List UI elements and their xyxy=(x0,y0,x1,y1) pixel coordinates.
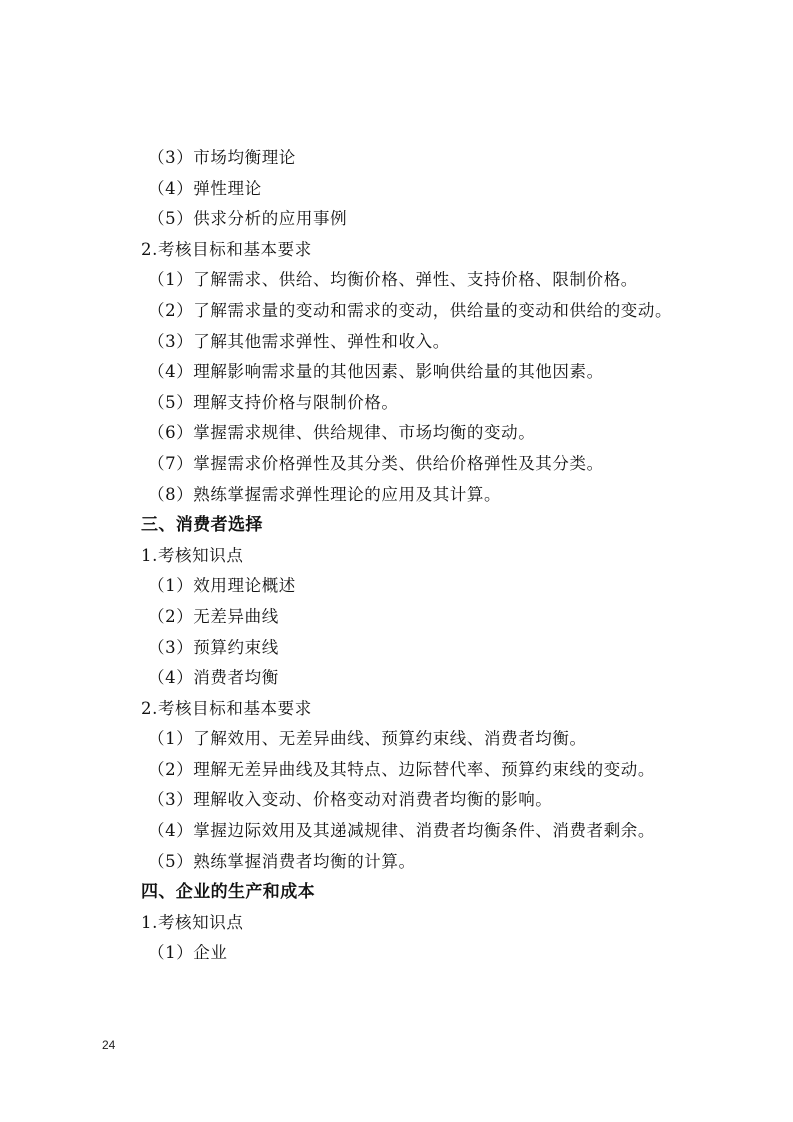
list-item: （3）预算约束线 xyxy=(148,637,279,657)
list-item: （7）掌握需求价格弹性及其分类、供给价格弹性及其分类。 xyxy=(148,453,604,473)
list-item: （1）了解效用、无差异曲线、预算约束线、消费者均衡。 xyxy=(148,729,587,749)
list-item: （2）理解无差异曲线及其特点、边际替代率、预算约束线的变动。 xyxy=(148,759,655,779)
list-item: （1）企业 xyxy=(148,943,228,963)
list-item: （5）理解支持价格与限制价格。 xyxy=(148,392,399,412)
list-item: （2）无差异曲线 xyxy=(148,606,279,626)
section-heading: 三、消费者选择 xyxy=(141,515,263,536)
list-item: （1）效用理论概述 xyxy=(148,576,296,596)
list-item: （4）理解影响需求量的其他因素、影响供给量的其他因素。 xyxy=(148,362,604,382)
list-item: （3）理解收入变动、价格变动对消费者均衡的影响。 xyxy=(148,790,553,810)
body-text xyxy=(0,143,793,969)
list-item: （8）熟练掌握需求弹性理论的应用及其计算。 xyxy=(148,484,502,504)
list-item: （6）掌握需求规律、供给规律、市场均衡的变动。 xyxy=(148,423,536,443)
list-item: （4）掌握边际效用及其递减规律、消费者均衡条件、消费者剩余。 xyxy=(148,821,655,841)
list-item: （2）了解需求量的变动和需求的变动，供给量的变动和供给的变动。 xyxy=(148,300,673,320)
subsection-title: 1.考核知识点 xyxy=(141,912,244,932)
list-item: （3）市场均衡理论 xyxy=(148,148,296,167)
list-item: （4）消费者均衡 xyxy=(148,668,279,688)
subsection-title: 1.考核知识点 xyxy=(141,545,244,565)
subsection-title: 2.考核目标和基本要求 xyxy=(141,698,312,718)
list-item: （4）弹性理论 xyxy=(148,178,262,198)
list-item: （5）供求分析的应用事例 xyxy=(148,209,348,229)
list-item: （5）熟练掌握消费者均衡的计算。 xyxy=(148,851,416,871)
list-item: （3）了解其他需求弹性、弹性和收入。 xyxy=(148,331,450,351)
subsection-title: 2.考核目标和基本要求 xyxy=(141,239,312,259)
page-number: 24 xyxy=(102,1038,116,1052)
list-item: （1）了解需求、供给、均衡价格、弹性、支持价格、限制价格。 xyxy=(148,270,638,290)
section-heading: 四、企业的生产和成本 xyxy=(141,882,315,903)
